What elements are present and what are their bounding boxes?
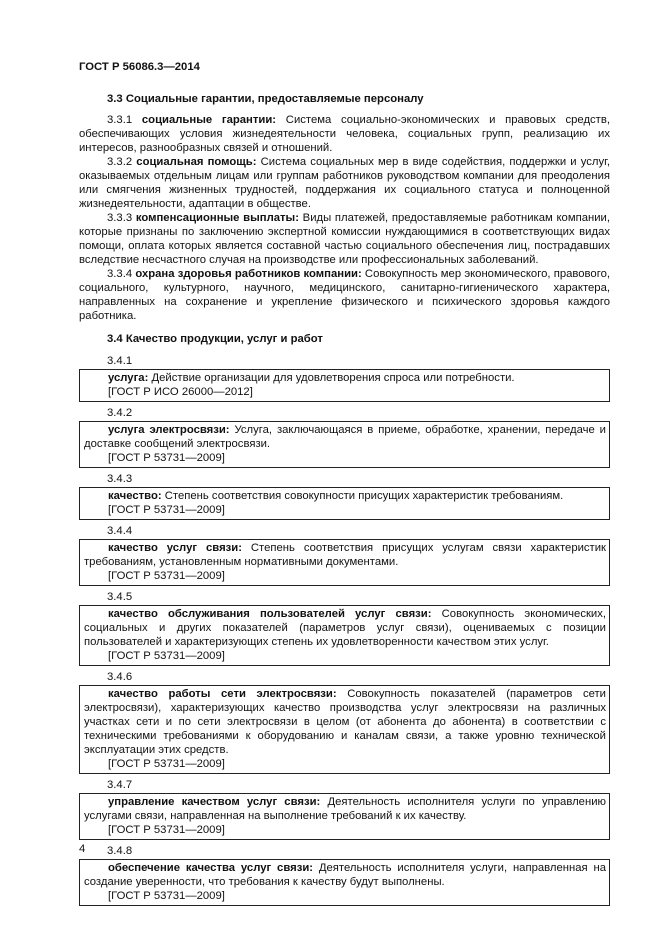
definition-box — [79, 539, 610, 586]
source-reference: [ГОСТ Р 53731—2009] — [108, 650, 225, 662]
clause-number: 3.4.8 — [107, 845, 133, 857]
clause-number: 3.3.3 — [107, 212, 133, 224]
definition-box — [79, 793, 610, 840]
term: качество: — [108, 490, 162, 502]
document-header: ГОСТ Р 56086.3—2014 — [79, 61, 200, 73]
definition-paragraph — [84, 861, 606, 889]
clause-number: 3.4.6 — [107, 671, 133, 683]
definition-box — [79, 859, 610, 906]
source-reference: [ГОСТ Р 53731—2009] — [108, 452, 225, 464]
source-reference: [ГОСТ Р ИСО 26000—2012] — [108, 386, 253, 398]
definition-box — [79, 487, 610, 520]
clause-number: 3.3.4 — [107, 268, 133, 280]
definition-paragraph — [79, 155, 610, 211]
term: качество обслуживания пользователей услуг связи: — [108, 608, 432, 620]
term: услуга электросвязи: — [108, 424, 230, 436]
definition-text: Система социально-экономических и правовых средств, обеспечивающих условия жизнедеятельности человека, социальных групп, реализацию их интересов, разнообразных связей и отношений. — [79, 114, 610, 154]
clause-number: 3.4.2 — [107, 407, 133, 419]
source-reference: [ГОСТ Р 53731—2009] — [108, 758, 225, 770]
term: обеспечение качества услуг связи: — [108, 862, 314, 874]
definition-paragraph — [84, 423, 606, 451]
definition-paragraph — [84, 541, 606, 569]
definition-box — [79, 369, 610, 402]
definition-text: Услуга, заключающаяся в приеме, обработке, хранении, передаче и доставке сообщений электросвязи. — [84, 424, 606, 450]
source-reference: [ГОСТ Р 53731—2009] — [108, 504, 225, 516]
definition-paragraph — [79, 113, 610, 155]
section-title: 3.3 Социальные гарантии, предоставляемые персоналу — [107, 93, 424, 105]
definition-box — [79, 605, 610, 666]
document-body — [79, 92, 610, 909]
definition-box — [79, 685, 610, 774]
term: социальная помощь: — [136, 156, 257, 168]
definition-text: Деятельность исполнителя услуги, направленная на создание уверенности, что требования к качеству будут выполнены. — [84, 862, 606, 888]
clause-number: 3.4.4 — [107, 525, 133, 537]
term: качество работы сети электросвязи: — [108, 688, 337, 700]
clause-number: 3.4.1 — [107, 355, 133, 367]
term: услуга: — [108, 372, 149, 384]
definition-text: Степень соответствия совокупности присущих характеристик требованиям. — [161, 490, 564, 502]
term: компенсационные выплаты: — [135, 212, 299, 224]
clause-number: 3.4.3 — [107, 473, 133, 485]
definition-text: Система социальных мер в виде содействия, поддержки и услуг, оказываемых отдельным лицам или группам работников руководством компании для преодоления или смягчения жизненных трудностей, поддержания их социального статуса и полноценной жизнедеятельности, адаптации в обществе. — [79, 156, 610, 210]
definition-paragraph — [84, 607, 606, 649]
definition-text: Виды платежей, предоставляемые работникам компании, которые признаны по заключению экспертной комиссии нуждающимися в соответствующих видах помощи, оплата которых является составной частью социального обеспечения лиц, пострадавших вследствие несчастного случая на производстве или профессиональных заболеваний. — [79, 212, 611, 266]
definition-text: Совокупность показателей (параметров сети электросвязи), характеризующих качество производства услуг электросвязи на различных участках сети и по сети электросвязи в целом (от абонента до абонента) в соответствии с техническими требованиями к оборудованию и каналам связи, а также уровню технической эксплуатации этих средств. — [84, 688, 606, 756]
definition-text: Действие организации для удовлетворения спроса или потребности. — [148, 372, 515, 384]
clause-number: 3.3.1 — [107, 114, 133, 126]
term: охрана здоровья работников компании: — [135, 268, 362, 280]
source-reference: [ГОСТ Р 53731—2009] — [108, 890, 225, 902]
clause-number: 3.4.7 — [107, 779, 133, 791]
definition-paragraph — [84, 687, 606, 757]
term: социальные гарантии: — [141, 114, 277, 126]
source-reference: [ГОСТ Р 53731—2009] — [108, 570, 225, 582]
definition-text: Совокупность экономических, социальных и других показателей (параметров услуг связи), оцениваемых с позиции пользователей и характеризующих степень их удовлетворенности качеством этих услуг. — [84, 608, 607, 648]
definition-paragraph — [84, 371, 606, 385]
clause-number: 3.3.2 — [107, 156, 133, 168]
term: качество услуг связи: — [108, 542, 242, 554]
definition-box — [79, 421, 610, 468]
term: управление качеством услуг связи: — [108, 796, 321, 808]
definition-paragraph — [79, 211, 610, 267]
definition-paragraph — [79, 267, 610, 323]
clause-number: 3.4.5 — [107, 591, 133, 603]
page-number: 4 — [79, 843, 86, 855]
definition-paragraph — [84, 795, 606, 823]
definition-text: Деятельность исполнителя услуги по управлению услугами связи, направленная на выполнение требований к их качеству. — [84, 796, 606, 822]
definition-text: Степень соответствия присущих услугам связи характеристик требованиям, установленным нормативными документами. — [84, 542, 606, 568]
definition-text: Совокупность мер экономического, правового, социального, культурного, научного, медицинского, санитарно-гигиенического характера, направленных на сохранение и укрепление физического и психического здоровья каждого работника. — [79, 268, 610, 322]
source-reference: [ГОСТ Р 53731—2009] — [108, 824, 225, 836]
definition-paragraph — [84, 489, 606, 503]
section-title: 3.4 Качество продукции, услуг и работ — [107, 333, 323, 345]
